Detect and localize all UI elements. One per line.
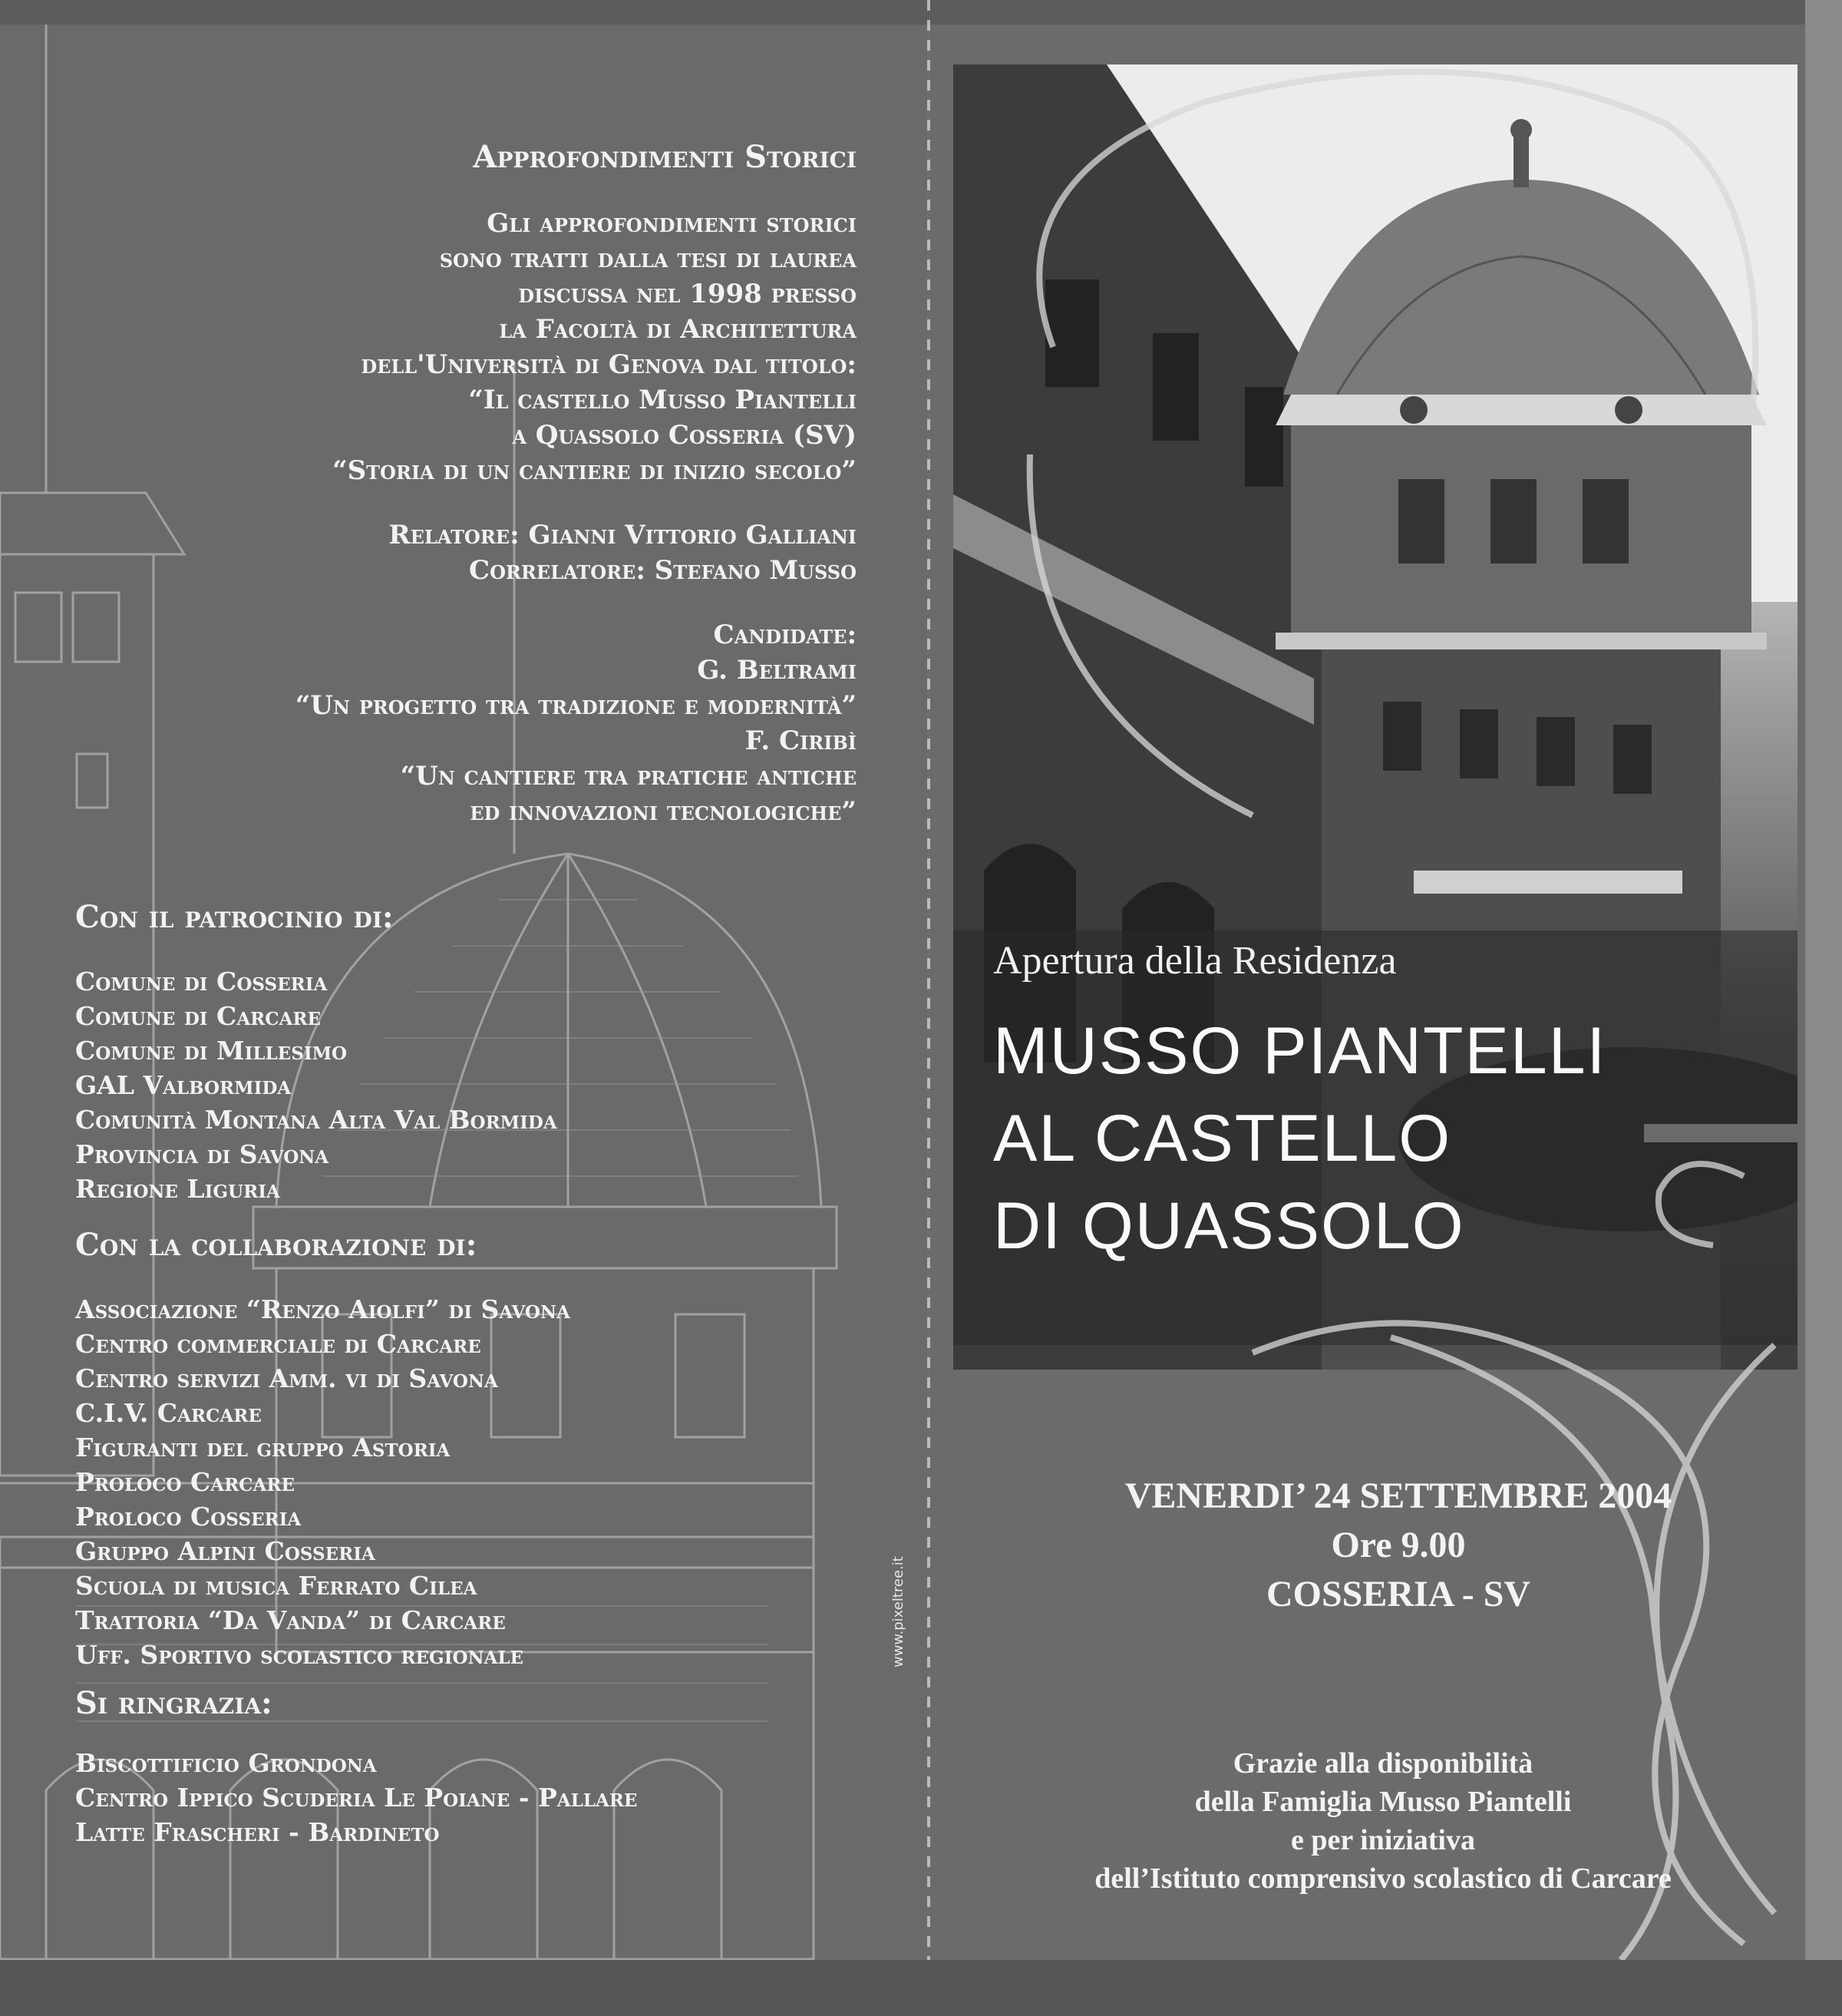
- collaborazione-item: Scuola di musica Ferrato Cilea: [75, 1571, 477, 1601]
- right-panel: [930, 25, 1805, 1960]
- thesis-line: “Il castello Musso Piantelli: [468, 385, 857, 415]
- ringrazia-item: Centro Ippico Scuderia Le Poiane - Pallare: [75, 1783, 638, 1813]
- patrocinio-title: Con il patrocinio di:: [75, 899, 394, 935]
- patrocinio-item: Comune di Millesimo: [75, 1036, 348, 1066]
- collaborazione-item: Uff. Sportivo scolastico regionale: [75, 1640, 524, 1670]
- thanks-line: Grazie alla disponibilità: [1233, 1747, 1533, 1780]
- thesis-line: Gli approfondimenti storici: [487, 208, 857, 239]
- candidate-line: F. Ciribì: [744, 725, 857, 756]
- event-details: [1022, 1472, 1774, 1619]
- thanks-line: e per iniziativa: [1291, 1824, 1475, 1856]
- patrocinio-item: Comune di Cosseria: [75, 967, 328, 996]
- thesis-line: sono tratti dalla tesi di laurea: [439, 243, 857, 274]
- ringrazia-group: [75, 1684, 843, 1849]
- sponsor-lists: [75, 898, 843, 1880]
- patrocinio-item: Comune di Carcare: [75, 1001, 322, 1031]
- left-panel: [0, 25, 927, 1960]
- page-edge: [1805, 0, 1842, 2016]
- candidate-line: Candidate:: [713, 620, 857, 650]
- patrocinio-group: [75, 898, 843, 1206]
- thesis-line: a Quassolo Cosseria (SV): [512, 420, 857, 451]
- historical-credits: [166, 140, 857, 858]
- ringrazia-title: Si ringrazia:: [75, 1685, 272, 1721]
- relatore-line: Relatore: Gianni Vittorio Galliani: [388, 520, 857, 550]
- event-time: Ore 9.00: [1331, 1525, 1466, 1565]
- collaborazione-item: Figuranti del gruppo Astoria: [75, 1433, 451, 1462]
- thesis-line: “Storia di un cantiere di inizio secolo”: [332, 455, 857, 486]
- event-subtitle: Apertura della Residenza: [993, 939, 1397, 983]
- relatore-block: [166, 517, 857, 588]
- event-date: VENERDI’ 24 SETTEMBRE 2004: [1124, 1476, 1672, 1516]
- collaborazione-item: Centro commerciale di Carcare: [75, 1329, 481, 1359]
- patrocinio-item: GAL Valbormida: [75, 1070, 292, 1100]
- collaborazione-item: Centro servizi Amm. vi di Savona: [75, 1363, 498, 1393]
- title-line: DI QUASSOLO: [993, 1189, 1465, 1263]
- title-line: MUSSO PIANTELLI: [993, 1014, 1607, 1088]
- relatore-line: Correlatore: Stefano Musso: [469, 555, 857, 586]
- candidate-line: “Un progetto tra tradizione e modernità”: [295, 690, 857, 721]
- collaborazione-group: [75, 1226, 843, 1672]
- patrocinio-item: Provincia di Savona: [75, 1139, 329, 1169]
- thesis-line: dell'Università di Genova dal titolo:: [361, 349, 857, 380]
- collaborazione-item: Associazione “Renzo Aiolfi” di Savona: [75, 1294, 570, 1324]
- thesis-line: la Facoltà di Architettura: [499, 314, 857, 345]
- acknowledgements: [961, 1744, 1805, 1898]
- ringrazia-item: Biscottificio Grondona: [75, 1748, 377, 1778]
- thesis-line: discussa nel 1998 presso: [518, 279, 857, 309]
- designer-url: www.pixeltree.it: [890, 1556, 906, 1667]
- thanks-line: dell’Istituto comprensivo scolastico di Carcare: [1094, 1862, 1672, 1895]
- thanks-line: della Famiglia Musso Piantelli: [1194, 1786, 1572, 1818]
- candidate-line: ed innovazioni tecnologiche”: [470, 796, 857, 827]
- event-title: [993, 1007, 1606, 1270]
- thesis-block: [166, 206, 857, 488]
- ringrazia-item: Latte Frascheri - Bardineto: [75, 1817, 440, 1847]
- collaborazione-item: C.I.V. Carcare: [75, 1398, 262, 1428]
- patrocinio-item: Comunità Montana Alta Val Bormida: [75, 1105, 557, 1135]
- event-location: COSSERIA - SV: [1266, 1574, 1531, 1614]
- collaborazione-item: Proloco Cosseria: [75, 1502, 302, 1532]
- patrocinio-item: Regione Liguria: [75, 1174, 280, 1204]
- candidate-line: “Un cantiere tra pratiche antiche: [400, 761, 857, 792]
- candidate-line: G. Beltrami: [697, 655, 857, 686]
- top-strip: [0, 0, 1842, 25]
- credits-heading: Approfondimenti Storici: [473, 139, 857, 175]
- collaborazione-title: Con la collaborazione di:: [75, 1227, 477, 1263]
- collaborazione-item: Proloco Carcare: [75, 1467, 295, 1497]
- collaborazione-item: Trattoria “Da Vanda” di Carcare: [75, 1605, 506, 1635]
- bottom-strip: [0, 1960, 1842, 2016]
- collaborazione-item: Gruppo Alpini Cosseria: [75, 1536, 375, 1566]
- title-line: AL CASTELLO: [993, 1102, 1452, 1175]
- candidate-block: [166, 617, 857, 829]
